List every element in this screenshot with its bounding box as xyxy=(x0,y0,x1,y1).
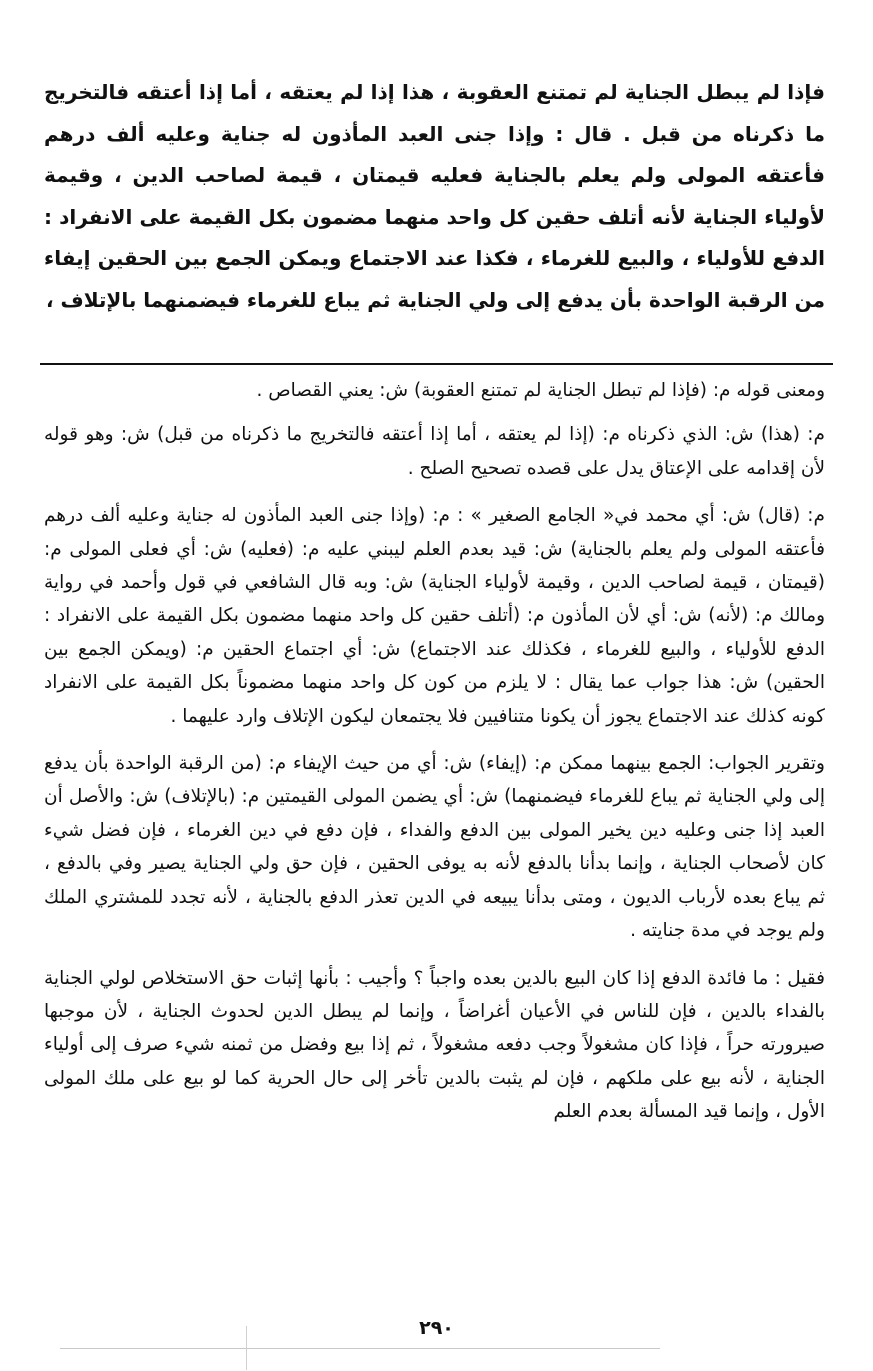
scan-margin-mark xyxy=(246,1326,247,1370)
main-text-block xyxy=(44,72,825,321)
commentary-paragraph-2: م: (هذا) ش: الذي ذكرناه م: (إذا لم يعتقه ، أما إذا أعتقه فالتخريج ما ذكرناه من قبل) ش: وهو قوله لأن إقدامه على الإعتاق يدل على قصده تصحيح الصلح . xyxy=(44,424,825,479)
commentary-paragraph-1: ومعنى قوله م: (فإذا لم تبطل الجناية لم تمتنع العقوبة) ش: يعني القصاص . xyxy=(256,380,825,401)
commentary-paragraph-3: م: (قال) ش: أي محمد في« الجامع الصغير » : م: (وإذا جنى العبد المأذون له جناية وعليه ألف درهم فأعتقه المولى ولم يعلم بالجناية) ش: قيد بعدم العلم ليبني عليه م: (فعليه) ش: أي فعلى المولى م: (قيمتان ، قيمة لصاحب الدين ، وقيمة لأولياء الجناية) ش: وبه قال الشافعي في قول وأحمد في رواية ومالك م: (لأنه) ش: أي لأن المأذون م: (أتلف حقين كل واحد منهما مضمون بكل القيمة على الانفراد : الدفع للأولياء ، والبيع للغرماء ، فكذلك عند الاجتماع) ش: أي اجتماع الحقين م: (ويمكن الجمع بين الحقين) ش: هذا جواب عما يقال : لا يلزم من كون كل واحد منهما مضموناً بكل القيمة على الانفراد كونه كذلك عند الاجتماع يجوز أن يكونا متنافيين فلا يجتمعان ليكون الإتلاف وارد عليهما . xyxy=(44,505,825,727)
scan-edge-line xyxy=(60,1348,660,1349)
commentary-paragraph-5: فقيل : ما فائدة الدفع إذا كان البيع بالدين بعده واجباً ؟ وأجيب : بأنها إثبات حق الاستخلاص لولي الجناية بالفداء بالدين ، فإن للناس في الأعيان أغراضاً ، وإنما لم يبطل الدين لحدوث الجناية ، لأن موجبها صيرورته حراً ، فإذا كان مشغولاً وجب دفعه مشغولاً ، ثم إذا بيع وفضل من ثمنه شيء صرف إلى أولياء الجناية ، لأنه بيع على ملكهم ، فإن لم يثبت بالدين تأخر إلى حال الحرية كما لو بيع على ملك المولى الأول ، وإنما قيد المسألة بعدم العلم xyxy=(44,967,825,1123)
section-divider xyxy=(40,363,833,365)
commentary-block xyxy=(44,374,825,1143)
page-number: ٢٩٠ xyxy=(419,1317,454,1339)
commentary-paragraph-4: وتقرير الجواب: الجمع بينهما ممكن م: (إيفاء) ش: أي من حيث الإيفاء م: (من الرقبة الواحدة بأن يدفع إلى ولي الجناية ثم يباع للغرماء فيضمنهما) ش: أي يضمن المولى القيمتين م: (بالإتلاف) ش: والأصل أن العبد إذا جنى وعليه دين يخير المولى بين الدفع والفداء ، فإن دفع في دين الغرماء ، فإن فضل شيء كان لأصحاب الجناية ، وإنما بدأنا بالدفع لأنه به يوفى الحقين ، فإن حق ولي الجناية يصير وفي بالدفع ، ثم يباع بعده لأرباب الديون ، ومتى بدأنا يبيعه في الدين تعذر الدفع بالجناية ، لأنه تجدد للمشتري الملك ولم يوجد في مدة جنايته . xyxy=(44,753,825,942)
main-paragraph: فإذا لم يبطل الجناية لم تمتنع العقوبة ، هذا إذا لم يعتقه ، أما إذا أعتقه فالتخريج ما ذكرناه من قبل . قال : وإذا جنى العبد المأذون له جناية وعليه ألف درهم فأعتقه المولى ولم يعلم بالجناية فعليه قيمتان ، قيمة لصاحب الدين ، وقيمة لأولياء الجناية لأنه أتلف حقين كل واحد منهما مضمون بكل القيمة على الانفراد : الدفع للأولياء ، والبيع للغرماء ، فكذا عند الاجتماع ويمكن الجمع بين الحقين إيفاء من الرقبة الواحدة بأن يدفع إلى ولي الجناية ثم يباع للغرماء فيضمنهما بالإتلاف ، xyxy=(44,80,825,312)
